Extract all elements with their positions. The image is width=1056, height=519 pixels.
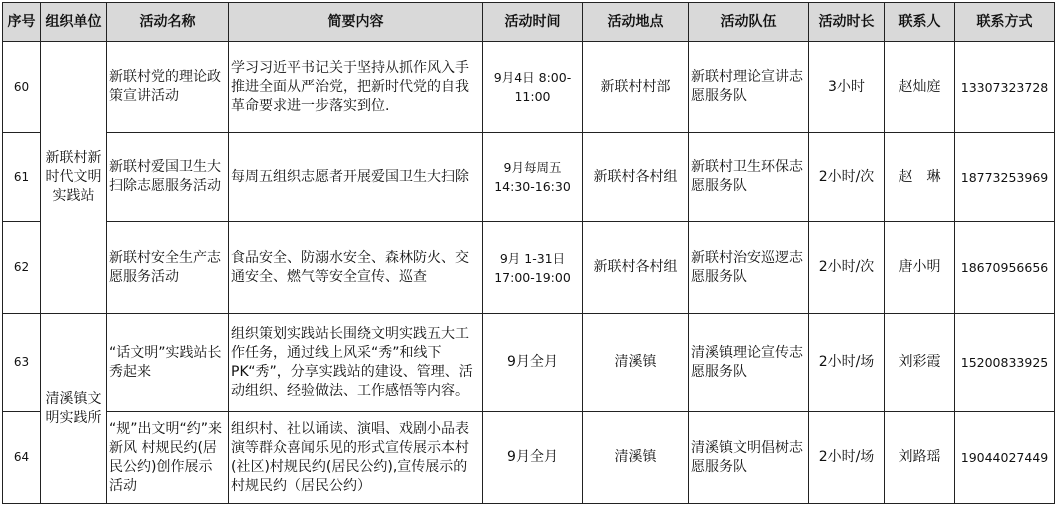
table-row (3, 222, 1055, 314)
row-no: 62 (3, 222, 41, 314)
activity-place: 新联村各村组 (583, 133, 689, 222)
activity-duration: 2小时/场 (809, 412, 885, 504)
table-row (3, 42, 1055, 133)
header-row (3, 3, 1055, 42)
org-cell: 新联村新时代文明实践站 (41, 42, 107, 314)
activity-name: 新联村党的理论政策宣讲活动 (107, 42, 229, 133)
activity-time: 9月4日 8:00-11:00 (483, 42, 583, 133)
activity-table (2, 2, 1055, 504)
activity-content: 学习习近平书记关于坚持从抓作风入手推进全面从严治党，把新时代党的自我革命要求进一步落实到位. (229, 42, 483, 133)
table-row (3, 133, 1055, 222)
activity-place: 新联村村部 (583, 42, 689, 133)
header-name: 活动名称 (107, 3, 229, 42)
activity-team: 清溪镇文明倡树志愿服务队 (689, 412, 809, 504)
activity-content: 每周五组织志愿者开展爱国卫生大扫除 (229, 133, 483, 222)
contact-person: 刘彩霞 (885, 314, 955, 412)
activity-place: 清溪镇 (583, 314, 689, 412)
header-team: 活动队伍 (689, 3, 809, 42)
activity-time: 9月每周五 14:30-16:30 (483, 133, 583, 222)
header-contact: 联系人 (885, 3, 955, 42)
activity-team: 清溪镇理论宣传志愿服务队 (689, 314, 809, 412)
header-time: 活动时间 (483, 3, 583, 42)
activity-team: 新联村理论宣讲志愿服务队 (689, 42, 809, 133)
activity-place: 清溪镇 (583, 412, 689, 504)
activity-content: 食品安全、防溺水安全、森林防火、交通安全、燃气等安全宣传、巡查 (229, 222, 483, 314)
row-no: 60 (3, 42, 41, 133)
contact-phone: 15200833925 (955, 314, 1055, 412)
activity-name: “规”出文明“约”来新风 村规民约(居民公约)创作展示活动 (107, 412, 229, 504)
table-row (3, 314, 1055, 412)
header-duration: 活动时长 (809, 3, 885, 42)
org-cell: 清溪镇文明实践所 (41, 314, 107, 504)
activity-name: “话文明”实践站长秀起来 (107, 314, 229, 412)
contact-person: 唐小明 (885, 222, 955, 314)
row-no: 63 (3, 314, 41, 412)
activity-name: 新联村安全生产志愿服务活动 (107, 222, 229, 314)
contact-phone: 18773253969 (955, 133, 1055, 222)
header-no: 序号 (3, 3, 41, 42)
contact-person: 赵 琳 (885, 133, 955, 222)
row-no: 61 (3, 133, 41, 222)
contact-phone: 18670956656 (955, 222, 1055, 314)
activity-duration: 3小时 (809, 42, 885, 133)
header-phone: 联系方式 (955, 3, 1055, 42)
table-row (3, 412, 1055, 504)
activity-time: 9月全月 (483, 412, 583, 504)
row-no: 64 (3, 412, 41, 504)
activity-duration: 2小时/次 (809, 222, 885, 314)
contact-phone: 13307323728 (955, 42, 1055, 133)
activity-content: 组织村、社以诵读、演唱、戏剧小品表演等群众喜闻乐见的形式宣传展示本村(社区)村规民约(居民公约),宣传展示的村规民约（居民公约） (229, 412, 483, 504)
activity-time: 9月 1-31日 17:00-19:00 (483, 222, 583, 314)
header-content: 简要内容 (229, 3, 483, 42)
activity-duration: 2小时/次 (809, 133, 885, 222)
contact-person: 赵灿庭 (885, 42, 955, 133)
activity-team: 新联村卫生环保志愿服务队 (689, 133, 809, 222)
activity-time: 9月全月 (483, 314, 583, 412)
header-org: 组织单位 (41, 3, 107, 42)
activity-content: 组织策划实践站长围绕文明实践五大工作任务，通过线上风采“秀”和线下PK“秀”，分享实践站的建设、管理、活动组织、经验做法、工作感悟等内容。 (229, 314, 483, 412)
activity-name: 新联村爱国卫生大扫除志愿服务活动 (107, 133, 229, 222)
activity-place: 新联村各村组 (583, 222, 689, 314)
activity-duration: 2小时/场 (809, 314, 885, 412)
contact-person: 刘路瑶 (885, 412, 955, 504)
header-place: 活动地点 (583, 3, 689, 42)
activity-team: 新联村治安巡逻志愿服务队 (689, 222, 809, 314)
contact-phone: 19044027449 (955, 412, 1055, 504)
